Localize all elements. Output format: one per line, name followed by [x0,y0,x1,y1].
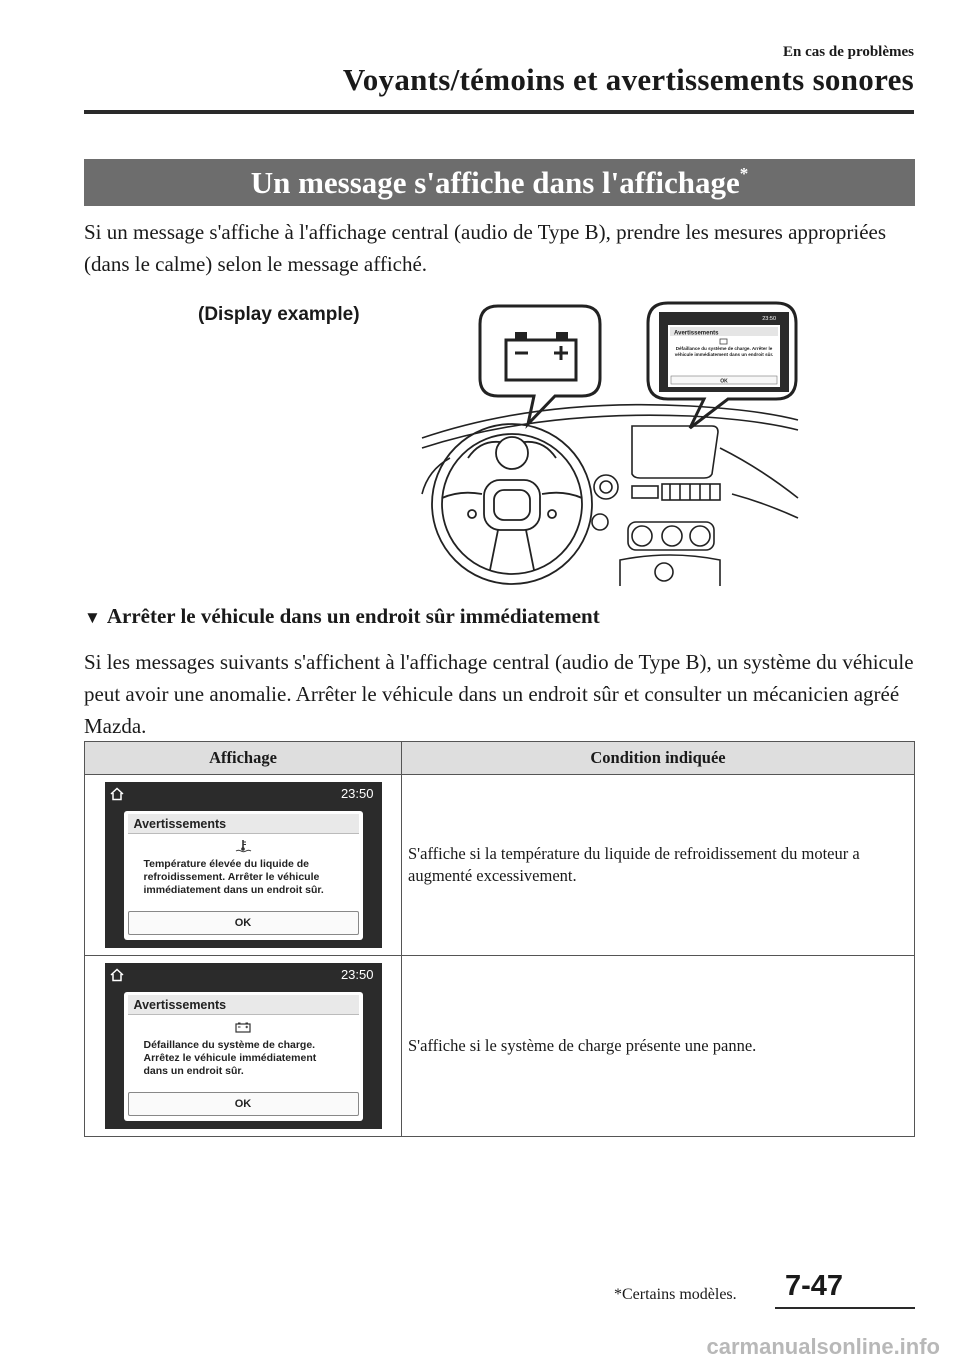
clock-time: 23:50 [340,967,374,982]
dialog-message-line: Défaillance du système de charge. [143,1039,316,1051]
subsection-heading [84,604,600,629]
dashboard-illustration [420,298,800,586]
page-header-title: Voyants/témoins et avertissements sonores [342,62,914,97]
footnote: *Certains modèles. [614,1286,737,1303]
screen-callout [648,303,796,428]
section-banner [84,159,915,206]
display-cell [85,775,402,956]
dialog-message-line: Arrêtez le véhicule immédiatement [143,1052,317,1064]
mini-screen-title: Avertissements [674,330,719,337]
home-icon [110,968,124,982]
battery-icon [234,1020,252,1034]
home-icon [110,787,124,801]
header-rule [84,110,914,114]
watermark: carmanualsonline.info [706,1334,940,1359]
steering-wheel [432,424,592,584]
dialog-message [144,1039,354,1078]
dialog-title: Avertissements [128,814,359,834]
mini-screen-ok: OK [720,378,728,385]
condition-cell: S'affiche si le système de charge présente une panne. [402,956,915,1137]
warning-dialog [124,992,363,1121]
subsection-paragraph: Si les messages suivants s'affichent à l'affichage central (audio de Type B), un système du véhicule peut avoir une anomalie. Arrêter le véhicule dans un endroit sûr et consulter un mécanicien agréé Mazda. [84,650,914,738]
message-table [84,741,915,1137]
dialog-message-line: Température élevée du liquide de [143,858,310,870]
column-header-display: Affichage [85,742,402,775]
clock-time: 23:50 [340,786,374,801]
screen-mockup [105,963,382,1129]
display-cell [85,956,402,1137]
coolant-temperature-icon [234,839,252,853]
intro-paragraph: Si un message s'affiche à l'affichage central (audio de Type B), prendre les mesures appropriées (dans le calme) selon le message affiché. [84,220,887,276]
mini-screen-message: Défaillance du système de charge. Arrêter le véhicule immédiatement dans un endroit sûr. [674,346,774,357]
chapter-label: En cas de problèmes [783,44,914,60]
ok-button[interactable]: OK [128,911,359,935]
triangle-marker-icon: ▼ [84,608,101,627]
table-header-row [85,742,915,775]
figure-caption: (Display example) [198,304,360,325]
condition-cell: S'affiche si la température du liquide de refroidissement du moteur a augmenté excessivement. [402,775,915,956]
column-header-condition: Condition indiquée [402,742,915,775]
dialog-message [144,858,354,897]
warning-dialog [124,811,363,940]
mini-screen-time: 23:50 [762,316,776,322]
footer-rule [775,1307,915,1309]
dialog-title: Avertissements [128,995,359,1015]
ok-button[interactable]: OK [128,1092,359,1116]
dialog-message-line: immédiatement dans un endroit sûr. [143,884,324,896]
page-number: 7-47 [785,1270,844,1302]
section-title: Un message s'affiche dans l'affichage [250,165,740,200]
subsection-title: Arrêter le véhicule dans un endroit sûr immédiatement [106,604,600,628]
table-row [85,956,915,1137]
screen-mockup [105,782,382,948]
dialog-message-line: refroidissement. Arrêter le véhicule [143,871,320,883]
dialog-message-line: dans un endroit sûr. [143,1065,244,1077]
table-row [85,775,915,956]
asterisk-marker: * [739,164,749,183]
